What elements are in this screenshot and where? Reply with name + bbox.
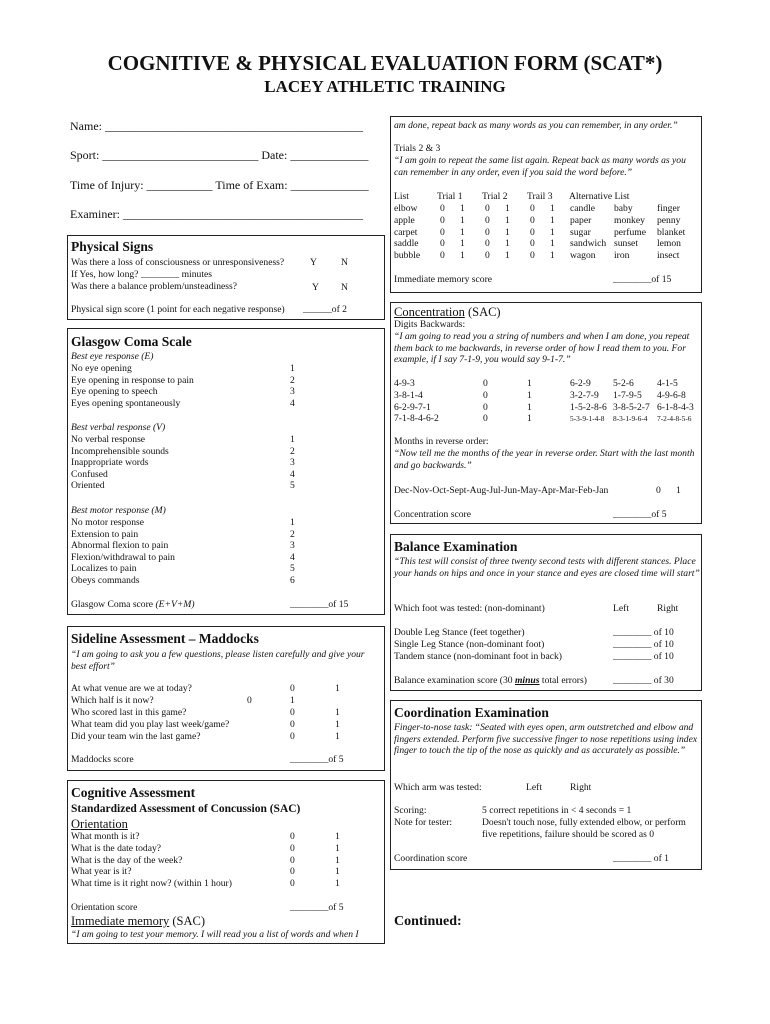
digit-row [394, 402, 700, 414]
balance-heading: Balance Examination [394, 539, 518, 554]
gcs-verbal-value[interactable]: 4 [290, 468, 295, 480]
memory-alt-word: sunset [614, 238, 638, 250]
maddocks-questions [71, 683, 381, 742]
gcs-eye-row [71, 398, 381, 410]
gcs-eye-label: Eyes opening spontaneously [71, 397, 181, 409]
memory-zero[interactable]: 0 [530, 214, 535, 226]
balance-right[interactable]: Right [657, 603, 679, 614]
orientation-row [71, 866, 381, 878]
gcs-verbal-row [71, 457, 381, 469]
gcs-eye-value[interactable]: 2 [290, 374, 295, 386]
gcs-motor-title: Best motor response (M) [71, 505, 166, 516]
memory-zero[interactable]: 0 [485, 250, 490, 262]
memory-alt-word: wagon [570, 250, 596, 262]
orientation-question: What time is it right now? (within 1 hour) [71, 878, 232, 890]
scoring-text: 5 correct repetitions in < 4 seconds = 1 [482, 805, 632, 816]
digit-one[interactable]: 1 [527, 413, 532, 425]
coordination-heading: Coordination Examination [394, 705, 549, 720]
digit-alt: 4-9-6-8 [657, 389, 686, 401]
orientation-row [71, 878, 381, 890]
digit-string: 6-2-9-7-1 [394, 401, 431, 413]
maddocks-row [71, 719, 381, 731]
digit-zero[interactable]: 0 [483, 413, 488, 425]
maddocks-one[interactable]: 1 [335, 683, 340, 694]
digit-alt: 7-2-4-8-5-6 [657, 414, 692, 424]
immediate-memory-heading [71, 914, 205, 928]
balance-score-pre: Balance examination score (30 [394, 675, 515, 686]
gcs-verbal-value[interactable]: 3 [290, 457, 295, 469]
trials-title: Trials 2 & 3 [394, 143, 441, 154]
memory-zero[interactable]: 0 [440, 226, 445, 238]
gcs-eye-label: No eye opening [71, 363, 132, 374]
balance-score-label [394, 675, 587, 687]
gcs-eye-label: Eye opening in response to pain [71, 374, 194, 386]
memory-one[interactable]: 1 [460, 214, 465, 226]
memory-alt-word: paper [570, 214, 592, 226]
memory-cont: am done, repeat back as many words as you can remember, in any order.” [394, 120, 678, 131]
sac-subheading: Standardized Assessment of Concussion (SAC) [71, 803, 301, 815]
memory-row [394, 203, 700, 215]
memory-word: carpet [394, 226, 418, 238]
gcs-verbal-row [71, 446, 381, 458]
digit-string: 7-1-8-4-6-2 [394, 413, 439, 425]
memory-one[interactable]: 1 [460, 250, 465, 262]
stance-blank[interactable]: ________ of 10 [613, 650, 674, 662]
digit-alt: 3-8-5-2-7 [613, 401, 650, 413]
memory-word: saddle [394, 238, 419, 250]
physical-signs-section [67, 235, 385, 320]
stance-label: Tandem stance (non-dominant foot in back) [394, 650, 562, 662]
maddocks-zero[interactable]: 0 [290, 706, 295, 718]
stance-rows [394, 627, 700, 662]
memory-alt-word: iron [614, 250, 630, 262]
maddocks-heading: Sideline Assessment – Maddocks [71, 631, 259, 646]
balance-score-post: total errors) [539, 675, 587, 686]
balance-foot-question: Which foot was tested: (non-dominant) [394, 603, 545, 614]
digit-string: 3-8-1-4 [394, 389, 423, 401]
gcs-verbal-value[interactable]: 5 [290, 480, 295, 492]
memory-one[interactable]: 1 [460, 238, 465, 250]
digits-intro: “I am going to read you a string of numbers and when I am done, you repeat them back to me backwards, in reverse order of how I read them to you. For example, if I say 7-1-9, you would say 9-1-7.” [394, 331, 690, 366]
immediate-memory-title: Immediate memory [71, 914, 170, 928]
gcs-motor-label: Obeys commands [71, 574, 140, 586]
maddocks-row [71, 731, 381, 743]
maddocks-one[interactable]: 1 [335, 730, 340, 742]
coordination-arm-question: Which arm was tested: [394, 782, 482, 793]
orientation-score-blank[interactable]: ________of 5 [290, 902, 344, 913]
memory-zero[interactable]: 0 [530, 250, 535, 262]
gcs-motor-row [71, 552, 381, 564]
gcs-motor-value[interactable]: 3 [290, 540, 295, 552]
maddocks-one[interactable]: 1 [290, 694, 295, 706]
maddocks-zero[interactable]: 0 [247, 694, 252, 706]
maddocks-question: At what venue are we at today? [71, 683, 192, 694]
months-title: Months in reverse order: [394, 436, 489, 447]
physical-score-blank[interactable]: ______of 2 [303, 304, 347, 315]
digits-title: Digits Backwards: [394, 319, 466, 330]
digit-zero[interactable]: 0 [483, 389, 488, 401]
orientation-row [71, 831, 381, 843]
orientation-score-label: Orientation score [71, 902, 138, 913]
memory-zero[interactable]: 0 [530, 203, 535, 214]
memory-word: bubble [394, 250, 421, 262]
balance-section [390, 534, 702, 691]
coordination-section [390, 700, 702, 870]
memory-one[interactable]: 1 [460, 203, 465, 214]
gcs-motor-value[interactable]: 4 [290, 551, 295, 563]
orientation-one[interactable]: 1 [335, 831, 340, 842]
maddocks-intro: “I am going to ask you a few questions, please listen carefully and give your best effort” [71, 649, 365, 672]
memory-header-alt: Alternative List [569, 191, 630, 202]
gcs-section [67, 328, 385, 615]
maddocks-question: Who scored last in this game? [71, 706, 187, 718]
memory-one[interactable]: 1 [550, 238, 555, 250]
gcs-motor-label: Abnormal flexion to pain [71, 540, 169, 552]
gcs-score-text: Glasgow Coma score [71, 599, 156, 610]
memory-row [394, 227, 700, 239]
concentration-score-blank[interactable]: ________of 5 [613, 509, 667, 520]
gcs-motor-label: Localizes to pain [71, 563, 137, 575]
memory-alt-word: sugar [570, 226, 591, 238]
continued-label: Continued: [394, 914, 462, 929]
orientation-one[interactable]: 1 [335, 854, 340, 866]
gcs-verbal-label: Inappropriate words [71, 457, 149, 469]
cognitive-heading: Cognitive Assessment [71, 785, 196, 800]
balance-score-minus: minus [514, 675, 540, 686]
memory-one[interactable]: 1 [550, 250, 555, 262]
maddocks-zero[interactable]: 0 [290, 683, 295, 694]
gcs-verbal-label: Incomprehensible sounds [71, 445, 169, 457]
gcs-motor-row [71, 563, 381, 575]
maddocks-question: Did your team win the last game? [71, 730, 201, 742]
digit-alt: 5-2-6 [613, 378, 634, 389]
memory-alt-word: insect [657, 250, 680, 262]
stance-row [394, 639, 700, 651]
gcs-eye-row [71, 363, 381, 375]
memory-alt-word: blanket [657, 226, 686, 238]
digit-one[interactable]: 1 [527, 378, 532, 389]
gcs-verbal-list [71, 434, 381, 492]
gcs-eye-row [71, 386, 381, 398]
physical-q1-yes[interactable]: Y [310, 257, 317, 268]
memory-one[interactable]: 1 [550, 203, 555, 214]
gcs-motor-row [71, 529, 381, 541]
orientation-one[interactable]: 1 [335, 842, 340, 854]
memory-word: elbow [394, 203, 418, 214]
gcs-motor-value[interactable]: 5 [290, 563, 295, 575]
memory-header-list: List [394, 191, 409, 202]
memory-zero[interactable]: 0 [440, 250, 445, 262]
memory-score-blank[interactable]: ________of 15 [613, 274, 672, 285]
gcs-score-blank[interactable]: ________of 15 [290, 599, 349, 610]
digit-one[interactable]: 1 [527, 389, 532, 401]
name-field[interactable]: Name: ___________________________________________ [70, 119, 363, 133]
coordination-left[interactable]: Left [526, 782, 542, 793]
examiner-field[interactable]: Examiner: ________________________________________ [70, 207, 363, 221]
memory-zero[interactable]: 0 [485, 238, 490, 250]
months-sequence: Dec-Nov-Oct-Sept-Aug-Jul-Jun-May-Apr-Mar-Feb-Jan [394, 485, 609, 496]
gcs-verbal-row [71, 469, 381, 481]
memory-one[interactable]: 1 [505, 214, 510, 226]
memory-header-trial3: Trail 3 [527, 191, 553, 202]
stance-label: Single Leg Stance (non-dominant foot) [394, 638, 545, 650]
memory-alt-word: penny [657, 214, 681, 226]
memory-row [394, 215, 700, 227]
gcs-score-label [71, 599, 195, 611]
gcs-eye-label: Eye opening to speech [71, 386, 158, 398]
digit-alt: 1-7-9-5 [613, 389, 642, 401]
maddocks-one[interactable]: 1 [335, 706, 340, 718]
concentration-heading [394, 305, 501, 319]
gcs-eye-value[interactable]: 3 [290, 386, 295, 398]
memory-zero[interactable]: 0 [485, 226, 490, 238]
memory-alt-word: perfume [614, 226, 646, 238]
digit-zero[interactable]: 0 [483, 401, 488, 413]
note-label: Note for tester: [394, 817, 453, 828]
note-text: Doesn't touch nose, fully extended elbow, or perform five repetitions, failure should be scored as 0 [482, 817, 686, 840]
memory-alt-word: monkey [614, 214, 645, 226]
gcs-motor-value[interactable]: 2 [290, 528, 295, 540]
memory-score-label: Immediate memory score [394, 274, 493, 285]
gcs-verbal-row [71, 480, 381, 492]
memory-zero[interactable]: 0 [530, 226, 535, 238]
orientation-question: What is the date today? [71, 842, 162, 854]
orientation-questions [71, 831, 381, 890]
physical-q3-no[interactable]: N [341, 282, 348, 293]
digit-row [394, 413, 700, 425]
balance-score-blank[interactable]: ________ of 30 [613, 675, 674, 686]
memory-one[interactable]: 1 [505, 238, 510, 250]
memory-zero[interactable]: 0 [530, 238, 535, 250]
memory-one[interactable]: 1 [550, 214, 555, 226]
physical-q1: Was there a loss of consciousness or unresponsiveness? [71, 257, 285, 268]
maddocks-zero[interactable]: 0 [290, 718, 295, 730]
gcs-heading: Glasgow Coma Scale [71, 334, 192, 349]
coordination-score-label: Coordination score [394, 853, 468, 864]
digit-one[interactable]: 1 [527, 401, 532, 413]
orientation-zero[interactable]: 0 [290, 831, 295, 842]
digit-rows [394, 378, 700, 425]
concentration-section [390, 302, 702, 524]
memory-one[interactable]: 1 [505, 250, 510, 262]
memory-section [390, 116, 702, 293]
concentration-title: Concentration [394, 305, 465, 319]
orientation-zero[interactable]: 0 [290, 842, 295, 854]
digit-alt: 5-3-9-1-4-8 [570, 414, 605, 424]
sport-date-field[interactable]: Sport: __________________________ Date: _____________ [70, 148, 369, 162]
orientation-row [71, 855, 381, 867]
orientation-zero[interactable]: 0 [290, 866, 295, 878]
maddocks-score-label: Maddocks score [71, 754, 134, 765]
memory-word: apple [394, 214, 415, 226]
physical-q2: If Yes, how long? ________ minutes [71, 269, 212, 280]
memory-zero[interactable]: 0 [440, 203, 445, 214]
memory-zero[interactable]: 0 [440, 238, 445, 250]
orientation-one[interactable]: 1 [335, 878, 340, 890]
gcs-eye-row [71, 375, 381, 387]
stance-row [394, 627, 700, 639]
memory-zero[interactable]: 0 [485, 203, 490, 214]
coordination-intro: Finger-to-nose task: “Seated with eyes open, arm outstretched and elbow and fingers extended. Perform five successive finger to nose repetitions using index finger to touch the tip of the nose as quickly and as accurately as possible.” [394, 722, 698, 757]
maddocks-score-blank[interactable]: ________of 5 [290, 754, 344, 765]
memory-alt-word: finger [657, 203, 680, 214]
memory-one[interactable]: 1 [460, 226, 465, 238]
maddocks-one[interactable]: 1 [335, 718, 340, 730]
orientation-row [71, 843, 381, 855]
gcs-verbal-title: Best verbal response (V) [71, 422, 166, 433]
gcs-verbal-row [71, 434, 381, 446]
coordination-right[interactable]: Right [570, 782, 592, 793]
time-field[interactable]: Time of Injury: ___________ Time of Exam: _____________ [70, 178, 369, 192]
months-zero[interactable]: 0 [656, 485, 661, 496]
orientation-heading: Orientation [71, 817, 128, 831]
memory-header-trial2: Trial 2 [482, 191, 508, 202]
balance-left[interactable]: Left [613, 603, 629, 614]
digit-row [394, 378, 700, 390]
cognitive-section [67, 780, 385, 944]
stance-blank[interactable]: ________ of 10 [613, 638, 674, 650]
gcs-motor-row [71, 517, 381, 529]
gcs-motor-list [71, 517, 381, 587]
trials-intro: “I am goin to repeat the same list again. Repeat back as many words as you can remember in any order, even if you said the word before.” [394, 155, 686, 178]
physical-score-label: Physical sign score (1 point for each negative response) [71, 304, 285, 315]
orientation-one[interactable]: 1 [335, 866, 340, 878]
months-one[interactable]: 1 [676, 485, 681, 496]
memory-row [394, 250, 700, 262]
digit-alt: 6-1-8-4-3 [657, 401, 694, 413]
scoring-label: Scoring: [394, 805, 427, 816]
gcs-eye-title: Best eye response (E) [71, 351, 154, 362]
digit-alt: 4-1-5 [657, 378, 678, 389]
concentration-score-label: Concentration score [394, 509, 471, 520]
orientation-question: What month is it? [71, 831, 140, 842]
memory-alt-word: sandwich [570, 238, 607, 250]
gcs-eye-list [71, 363, 381, 409]
physical-q3: Was there a balance problem/unsteadiness? [71, 281, 237, 292]
physical-q1-no[interactable]: N [341, 257, 348, 268]
stance-label: Double Leg Stance (feet together) [394, 627, 525, 638]
digit-alt: 8-3-1-9-6-4 [613, 414, 648, 424]
gcs-eye-value[interactable]: 4 [290, 397, 295, 409]
maddocks-row [71, 695, 381, 707]
gcs-score-formula: (E+V+M) [155, 599, 195, 610]
physical-q3-yes[interactable]: Y [312, 282, 319, 293]
digit-alt: 1-5-2-8-6 [570, 401, 607, 413]
memory-one[interactable]: 1 [550, 226, 555, 238]
gcs-verbal-value[interactable]: 1 [290, 434, 295, 445]
maddocks-question: What team did you play last week/game? [71, 718, 230, 730]
memory-one[interactable]: 1 [505, 226, 510, 238]
orientation-zero[interactable]: 0 [290, 878, 295, 890]
memory-zero[interactable]: 0 [440, 214, 445, 226]
gcs-motor-label: Flexion/withdrawal to pain [71, 551, 175, 563]
digit-string: 4-9-3 [394, 378, 415, 389]
stance-row [394, 651, 700, 663]
form-subtitle: LACEY ATHLETIC TRAINING [264, 77, 506, 96]
maddocks-zero[interactable]: 0 [290, 730, 295, 742]
form-title: COGNITIVE & PHYSICAL EVALUATION FORM (SCAT*) [107, 51, 663, 75]
physical-signs-heading: Physical Signs [71, 239, 154, 254]
months-intro: “Now tell me the months of the year in reverse order. Start with the last month and go backwards.” [394, 448, 695, 471]
maddocks-row [71, 707, 381, 719]
memory-row [394, 238, 700, 250]
orientation-question: What year is it? [71, 866, 132, 878]
digit-alt: 3-2-7-9 [570, 389, 599, 401]
orientation-question: What is the day of the week? [71, 854, 183, 866]
immediate-memory-intro: “I am going to test your memory. I will read you a list of words and when I [71, 929, 359, 940]
memory-one[interactable]: 1 [505, 203, 510, 214]
digit-row [394, 390, 700, 402]
digit-alt: 6-2-9 [570, 378, 591, 389]
gcs-motor-value[interactable]: 1 [290, 517, 295, 528]
memory-alt-word: lemon [657, 238, 681, 250]
immediate-memory-suffix: (SAC) [169, 914, 206, 928]
gcs-motor-label: No motor response [71, 517, 145, 528]
digit-zero[interactable]: 0 [483, 378, 488, 389]
memory-header-trial1: Trial 1 [437, 191, 463, 202]
gcs-verbal-label: Confused [71, 468, 108, 480]
memory-zero[interactable]: 0 [485, 214, 490, 226]
gcs-motor-row [71, 540, 381, 552]
maddocks-question: Which half is it now? [71, 694, 154, 706]
coordination-score-blank[interactable]: ________ of 1 [613, 853, 669, 864]
orientation-zero[interactable]: 0 [290, 854, 295, 866]
gcs-motor-value[interactable]: 6 [290, 574, 295, 586]
gcs-motor-row [71, 575, 381, 587]
memory-alt-word: baby [614, 203, 633, 214]
gcs-eye-value[interactable]: 1 [290, 363, 295, 374]
gcs-verbal-label: Oriented [71, 480, 105, 492]
gcs-motor-label: Extension to pain [71, 528, 139, 540]
memory-alt-word: candle [570, 203, 596, 214]
maddocks-section [67, 626, 385, 771]
stance-blank[interactable]: ________ of 10 [613, 627, 674, 638]
concentration-suffix: (SAC) [464, 305, 501, 319]
balance-intro: “This test will consist of three twenty second tests with different stances. Place your hands on hips and once in your stance and eyes are closed time will start” [394, 556, 700, 579]
gcs-verbal-label: No verbal response [71, 434, 146, 445]
gcs-verbal-value[interactable]: 2 [290, 445, 295, 457]
maddocks-row [71, 683, 381, 695]
memory-rows [394, 203, 700, 262]
